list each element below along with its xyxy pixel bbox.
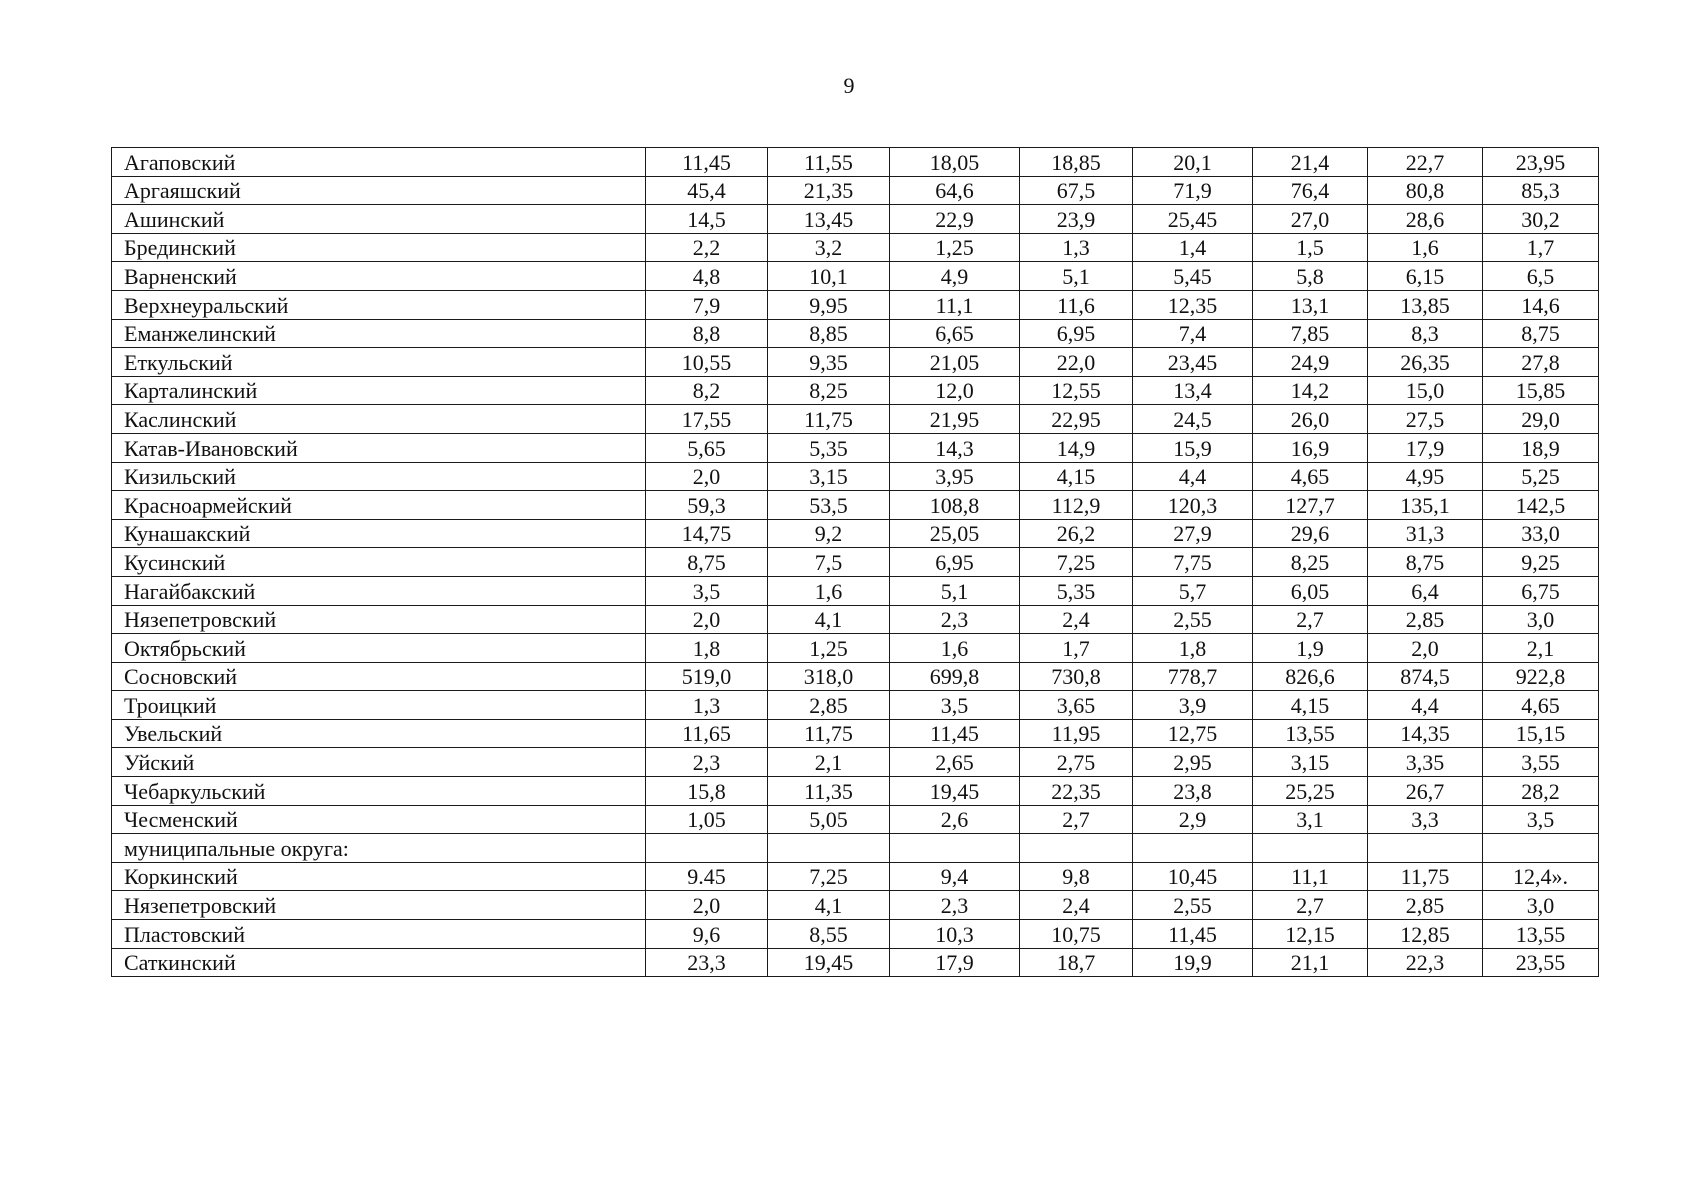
table-row <box>112 262 1599 291</box>
value-cell: 4,15 <box>1253 691 1368 720</box>
value-cell <box>768 834 890 863</box>
value-cell: 14,6 <box>1483 290 1599 319</box>
value-cell <box>1133 834 1253 863</box>
table-row <box>112 405 1599 434</box>
value-cell: 11,1 <box>1253 862 1368 891</box>
value-cell: 3,15 <box>1253 748 1368 777</box>
value-cell: 33,0 <box>1483 519 1599 548</box>
value-cell: 11,55 <box>768 148 890 177</box>
value-cell: 23,8 <box>1133 777 1253 806</box>
district-name-cell: Увельский <box>112 719 646 748</box>
value-cell: 15,0 <box>1368 376 1483 405</box>
district-name-cell: Октябрьский <box>112 634 646 663</box>
value-cell: 21,35 <box>768 176 890 205</box>
value-cell: 8,75 <box>646 548 768 577</box>
value-cell: 5,35 <box>768 433 890 462</box>
table-row <box>112 719 1599 748</box>
value-cell: 2,85 <box>1368 891 1483 920</box>
value-cell: 27,9 <box>1133 519 1253 548</box>
value-cell: 8,25 <box>1253 548 1368 577</box>
value-cell: 2,1 <box>768 748 890 777</box>
value-cell: 11,65 <box>646 719 768 748</box>
value-cell: 3,15 <box>768 462 890 491</box>
value-cell: 27,5 <box>1368 405 1483 434</box>
value-cell: 14,35 <box>1368 719 1483 748</box>
district-name-cell: Нязепетровский <box>112 891 646 920</box>
table-row <box>112 948 1599 977</box>
district-name-cell: Каслинский <box>112 405 646 434</box>
district-name-cell: Карталинский <box>112 376 646 405</box>
value-cell: 31,3 <box>1368 519 1483 548</box>
value-cell: 1,8 <box>1133 634 1253 663</box>
table-row <box>112 491 1599 520</box>
value-cell: 80,8 <box>1368 176 1483 205</box>
value-cell: 15,85 <box>1483 376 1599 405</box>
value-cell: 18,85 <box>1020 148 1133 177</box>
value-cell: 2,75 <box>1020 748 1133 777</box>
value-cell: 12,85 <box>1368 920 1483 949</box>
value-cell: 19,9 <box>1133 948 1253 977</box>
district-name-cell: Чебаркульский <box>112 777 646 806</box>
value-cell: 8,2 <box>646 376 768 405</box>
value-cell: 1,4 <box>1133 233 1253 262</box>
value-cell: 8,8 <box>646 319 768 348</box>
value-cell: 5,45 <box>1133 262 1253 291</box>
table-row <box>112 777 1599 806</box>
value-cell: 7,4 <box>1133 319 1253 348</box>
value-cell: 12,4». <box>1483 862 1599 891</box>
value-cell: 22,35 <box>1020 777 1133 806</box>
district-name-cell: Коркинский <box>112 862 646 891</box>
value-cell: 2,9 <box>1133 805 1253 834</box>
value-cell: 85,3 <box>1483 176 1599 205</box>
table-row <box>112 376 1599 405</box>
value-cell: 3,5 <box>646 576 768 605</box>
value-cell: 2,0 <box>646 891 768 920</box>
value-cell: 59,3 <box>646 491 768 520</box>
value-cell: 23,45 <box>1133 348 1253 377</box>
table-row <box>112 519 1599 548</box>
value-cell: 18,9 <box>1483 433 1599 462</box>
value-cell: 12,0 <box>890 376 1020 405</box>
value-cell: 17,55 <box>646 405 768 434</box>
value-cell: 21,95 <box>890 405 1020 434</box>
value-cell: 19,45 <box>890 777 1020 806</box>
table-row <box>112 862 1599 891</box>
value-cell: 8,55 <box>768 920 890 949</box>
value-cell: 6,4 <box>1368 576 1483 605</box>
district-name-cell: Кунашакский <box>112 519 646 548</box>
value-cell: 5,1 <box>1020 262 1133 291</box>
value-cell: 120,3 <box>1133 491 1253 520</box>
value-cell: 1,05 <box>646 805 768 834</box>
value-cell: 20,1 <box>1133 148 1253 177</box>
value-cell: 4,15 <box>1020 462 1133 491</box>
value-cell <box>1483 834 1599 863</box>
value-cell: 6,95 <box>890 548 1020 577</box>
district-name-cell: Красноармейский <box>112 491 646 520</box>
table-row <box>112 148 1599 177</box>
value-cell: 2,3 <box>890 605 1020 634</box>
value-cell: 24,5 <box>1133 405 1253 434</box>
value-cell: 10,45 <box>1133 862 1253 891</box>
value-cell: 6,95 <box>1020 319 1133 348</box>
value-cell: 699,8 <box>890 662 1020 691</box>
table-row <box>112 233 1599 262</box>
value-cell: 4,65 <box>1253 462 1368 491</box>
value-cell: 25,45 <box>1133 205 1253 234</box>
value-cell: 23,9 <box>1020 205 1133 234</box>
value-cell: 7,25 <box>768 862 890 891</box>
value-cell: 5,7 <box>1133 576 1253 605</box>
value-cell: 1,3 <box>1020 233 1133 262</box>
value-cell <box>890 834 1020 863</box>
value-cell: 67,5 <box>1020 176 1133 205</box>
value-cell: 11,35 <box>768 777 890 806</box>
value-cell: 5,1 <box>890 576 1020 605</box>
value-cell: 22,7 <box>1368 148 1483 177</box>
district-name-cell: Кусинский <box>112 548 646 577</box>
value-cell: 19,45 <box>768 948 890 977</box>
value-cell: 18,05 <box>890 148 1020 177</box>
value-cell: 23,55 <box>1483 948 1599 977</box>
value-cell: 15,8 <box>646 777 768 806</box>
value-cell: 14,5 <box>646 205 768 234</box>
value-cell: 10,1 <box>768 262 890 291</box>
value-cell: 7,75 <box>1133 548 1253 577</box>
value-cell: 2,0 <box>646 605 768 634</box>
table-row <box>112 891 1599 920</box>
district-name-cell: Чесменский <box>112 805 646 834</box>
value-cell: 4,9 <box>890 262 1020 291</box>
value-cell: 826,6 <box>1253 662 1368 691</box>
table-row <box>112 205 1599 234</box>
value-cell: 26,35 <box>1368 348 1483 377</box>
value-cell: 21,4 <box>1253 148 1368 177</box>
value-cell: 6,05 <box>1253 576 1368 605</box>
value-cell: 7,5 <box>768 548 890 577</box>
district-name-cell: Верхнеуральский <box>112 290 646 319</box>
value-cell: 11,75 <box>1368 862 1483 891</box>
district-name-cell: Пластовский <box>112 920 646 949</box>
value-cell: 14,75 <box>646 519 768 548</box>
value-cell: 108,8 <box>890 491 1020 520</box>
value-cell: 21,05 <box>890 348 1020 377</box>
value-cell: 1,3 <box>646 691 768 720</box>
value-cell: 23,95 <box>1483 148 1599 177</box>
value-cell: 2,3 <box>646 748 768 777</box>
value-cell <box>1020 834 1133 863</box>
value-cell: 29,0 <box>1483 405 1599 434</box>
page-number: 9 <box>843 73 855 98</box>
district-name-cell: Сосновский <box>112 662 646 691</box>
district-name-cell: Нязепетровский <box>112 605 646 634</box>
value-cell: 3,9 <box>1133 691 1253 720</box>
value-cell: 13,4 <box>1133 376 1253 405</box>
value-cell: 4,8 <box>646 262 768 291</box>
value-cell: 922,8 <box>1483 662 1599 691</box>
value-cell: 17,9 <box>890 948 1020 977</box>
value-cell: 13,55 <box>1483 920 1599 949</box>
value-cell: 730,8 <box>1020 662 1133 691</box>
value-cell: 10,3 <box>890 920 1020 949</box>
value-cell: 12,35 <box>1133 290 1253 319</box>
value-cell: 9,6 <box>646 920 768 949</box>
district-name-cell: Аргаяшский <box>112 176 646 205</box>
value-cell: 27,8 <box>1483 348 1599 377</box>
value-cell: 11,6 <box>1020 290 1133 319</box>
table-row <box>112 433 1599 462</box>
value-cell: 874,5 <box>1368 662 1483 691</box>
value-cell: 14,3 <box>890 433 1020 462</box>
value-cell: 4,95 <box>1368 462 1483 491</box>
value-cell: 1,25 <box>890 233 1020 262</box>
value-cell: 4,1 <box>768 891 890 920</box>
district-name-cell: Троицкий <box>112 691 646 720</box>
value-cell: 21,1 <box>1253 948 1368 977</box>
district-name-cell: Брединский <box>112 233 646 262</box>
table-row <box>112 662 1599 691</box>
value-cell: 5,35 <box>1020 576 1133 605</box>
value-cell: 9,25 <box>1483 548 1599 577</box>
value-cell: 17,9 <box>1368 433 1483 462</box>
district-name-cell: Саткинский <box>112 948 646 977</box>
district-name-cell: Еткульский <box>112 348 646 377</box>
value-cell: 13,45 <box>768 205 890 234</box>
value-cell: 12,55 <box>1020 376 1133 405</box>
value-cell: 2,4 <box>1020 605 1133 634</box>
table-row <box>112 462 1599 491</box>
value-cell: 30,2 <box>1483 205 1599 234</box>
value-cell: 3,2 <box>768 233 890 262</box>
value-cell: 2,55 <box>1133 605 1253 634</box>
value-cell: 5,25 <box>1483 462 1599 491</box>
value-cell: 27,0 <box>1253 205 1368 234</box>
value-cell: 6,65 <box>890 319 1020 348</box>
value-cell: 2,2 <box>646 233 768 262</box>
value-cell: 11,75 <box>768 719 890 748</box>
value-cell: 2,85 <box>1368 605 1483 634</box>
value-cell: 2,55 <box>1133 891 1253 920</box>
value-cell: 8,75 <box>1368 548 1483 577</box>
value-cell: 16,9 <box>1253 433 1368 462</box>
value-cell: 127,7 <box>1253 491 1368 520</box>
value-cell: 8,25 <box>768 376 890 405</box>
value-cell: 1,7 <box>1020 634 1133 663</box>
value-cell: 9,35 <box>768 348 890 377</box>
value-cell: 28,2 <box>1483 777 1599 806</box>
value-cell: 26,0 <box>1253 405 1368 434</box>
district-name-cell: Еманжелинский <box>112 319 646 348</box>
district-name-cell: Катав-Ивановский <box>112 433 646 462</box>
value-cell: 2,6 <box>890 805 1020 834</box>
district-name-cell: Ашинский <box>112 205 646 234</box>
value-cell: 25,25 <box>1253 777 1368 806</box>
value-cell: 7,25 <box>1020 548 1133 577</box>
value-cell: 7,9 <box>646 290 768 319</box>
value-cell: 1,6 <box>768 576 890 605</box>
table-row <box>112 319 1599 348</box>
value-cell: 7,85 <box>1253 319 1368 348</box>
value-cell: 1,5 <box>1253 233 1368 262</box>
value-cell: 64,6 <box>890 176 1020 205</box>
value-cell: 11,45 <box>646 148 768 177</box>
value-cell: 22,0 <box>1020 348 1133 377</box>
value-cell <box>1253 834 1368 863</box>
value-cell: 6,75 <box>1483 576 1599 605</box>
value-cell: 23,3 <box>646 948 768 977</box>
table-row <box>112 176 1599 205</box>
value-cell: 1,9 <box>1253 634 1368 663</box>
value-cell: 25,05 <box>890 519 1020 548</box>
value-cell: 13,1 <box>1253 290 1368 319</box>
value-cell: 76,4 <box>1253 176 1368 205</box>
value-cell: 9.45 <box>646 862 768 891</box>
value-cell: 9,8 <box>1020 862 1133 891</box>
value-cell: 3,95 <box>890 462 1020 491</box>
value-cell: 12,15 <box>1253 920 1368 949</box>
value-cell <box>646 834 768 863</box>
value-cell: 3,3 <box>1368 805 1483 834</box>
value-cell: 29,6 <box>1253 519 1368 548</box>
value-cell: 2,65 <box>890 748 1020 777</box>
value-cell: 2,7 <box>1253 891 1368 920</box>
value-cell: 2,0 <box>646 462 768 491</box>
value-cell: 8,75 <box>1483 319 1599 348</box>
value-cell: 13,85 <box>1368 290 1483 319</box>
table-row <box>112 748 1599 777</box>
district-name-cell: муниципальные округа: <box>112 834 646 863</box>
table-row <box>112 548 1599 577</box>
table-row <box>112 576 1599 605</box>
value-cell: 13,55 <box>1253 719 1368 748</box>
value-cell: 4,4 <box>1133 462 1253 491</box>
value-cell: 5,8 <box>1253 262 1368 291</box>
value-cell: 5,05 <box>768 805 890 834</box>
value-cell: 9,2 <box>768 519 890 548</box>
value-cell: 24,9 <box>1253 348 1368 377</box>
value-cell: 2,0 <box>1368 634 1483 663</box>
value-cell: 11,95 <box>1020 719 1133 748</box>
value-cell: 2,4 <box>1020 891 1133 920</box>
district-name-cell: Варненский <box>112 262 646 291</box>
district-name-cell: Нагайбакский <box>112 576 646 605</box>
value-cell: 26,7 <box>1368 777 1483 806</box>
value-cell: 14,2 <box>1253 376 1368 405</box>
value-cell: 3,0 <box>1483 891 1599 920</box>
value-cell: 9,4 <box>890 862 1020 891</box>
value-cell: 2,7 <box>1020 805 1133 834</box>
value-cell: 14,9 <box>1020 433 1133 462</box>
table-row <box>112 348 1599 377</box>
value-cell: 2,1 <box>1483 634 1599 663</box>
value-cell: 5,65 <box>646 433 768 462</box>
value-cell: 3,5 <box>1483 805 1599 834</box>
value-cell: 11,1 <box>890 290 1020 319</box>
value-cell: 28,6 <box>1368 205 1483 234</box>
value-cell: 8,3 <box>1368 319 1483 348</box>
value-cell: 1,6 <box>890 634 1020 663</box>
value-cell: 11,75 <box>768 405 890 434</box>
value-cell <box>1368 834 1483 863</box>
value-cell: 22,95 <box>1020 405 1133 434</box>
value-cell: 15,15 <box>1483 719 1599 748</box>
value-cell: 9,95 <box>768 290 890 319</box>
table-row <box>112 834 1599 863</box>
value-cell: 22,9 <box>890 205 1020 234</box>
value-cell: 135,1 <box>1368 491 1483 520</box>
value-cell: 3,0 <box>1483 605 1599 634</box>
district-name-cell: Кизильский <box>112 462 646 491</box>
value-cell: 318,0 <box>768 662 890 691</box>
value-cell: 18,7 <box>1020 948 1133 977</box>
value-cell: 3,5 <box>890 691 1020 720</box>
value-cell: 10,55 <box>646 348 768 377</box>
value-cell: 3,35 <box>1368 748 1483 777</box>
value-cell: 3,65 <box>1020 691 1133 720</box>
data-table <box>111 147 1599 977</box>
value-cell: 4,1 <box>768 605 890 634</box>
value-cell: 8,85 <box>768 319 890 348</box>
value-cell: 6,15 <box>1368 262 1483 291</box>
value-cell: 112,9 <box>1020 491 1133 520</box>
value-cell: 142,5 <box>1483 491 1599 520</box>
value-cell: 2,7 <box>1253 605 1368 634</box>
value-cell: 4,65 <box>1483 691 1599 720</box>
value-cell: 1,6 <box>1368 233 1483 262</box>
value-cell: 6,5 <box>1483 262 1599 291</box>
value-cell: 2,85 <box>768 691 890 720</box>
table-row <box>112 805 1599 834</box>
value-cell: 15,9 <box>1133 433 1253 462</box>
value-cell: 2,3 <box>890 891 1020 920</box>
value-cell: 22,3 <box>1368 948 1483 977</box>
table-row <box>112 634 1599 663</box>
value-cell: 1,25 <box>768 634 890 663</box>
value-cell: 53,5 <box>768 491 890 520</box>
table-row <box>112 691 1599 720</box>
value-cell: 1,7 <box>1483 233 1599 262</box>
value-cell: 1,8 <box>646 634 768 663</box>
value-cell: 3,55 <box>1483 748 1599 777</box>
value-cell: 519,0 <box>646 662 768 691</box>
value-cell: 11,45 <box>890 719 1020 748</box>
table-row <box>112 605 1599 634</box>
value-cell: 71,9 <box>1133 176 1253 205</box>
district-name-cell: Уйский <box>112 748 646 777</box>
table-row <box>112 920 1599 949</box>
value-cell: 778,7 <box>1133 662 1253 691</box>
value-cell: 4,4 <box>1368 691 1483 720</box>
value-cell: 11,45 <box>1133 920 1253 949</box>
value-cell: 26,2 <box>1020 519 1133 548</box>
value-cell: 12,75 <box>1133 719 1253 748</box>
table-row <box>112 290 1599 319</box>
value-cell: 10,75 <box>1020 920 1133 949</box>
value-cell: 45,4 <box>646 176 768 205</box>
district-name-cell: Агаповский <box>112 148 646 177</box>
value-cell: 2,95 <box>1133 748 1253 777</box>
value-cell: 3,1 <box>1253 805 1368 834</box>
